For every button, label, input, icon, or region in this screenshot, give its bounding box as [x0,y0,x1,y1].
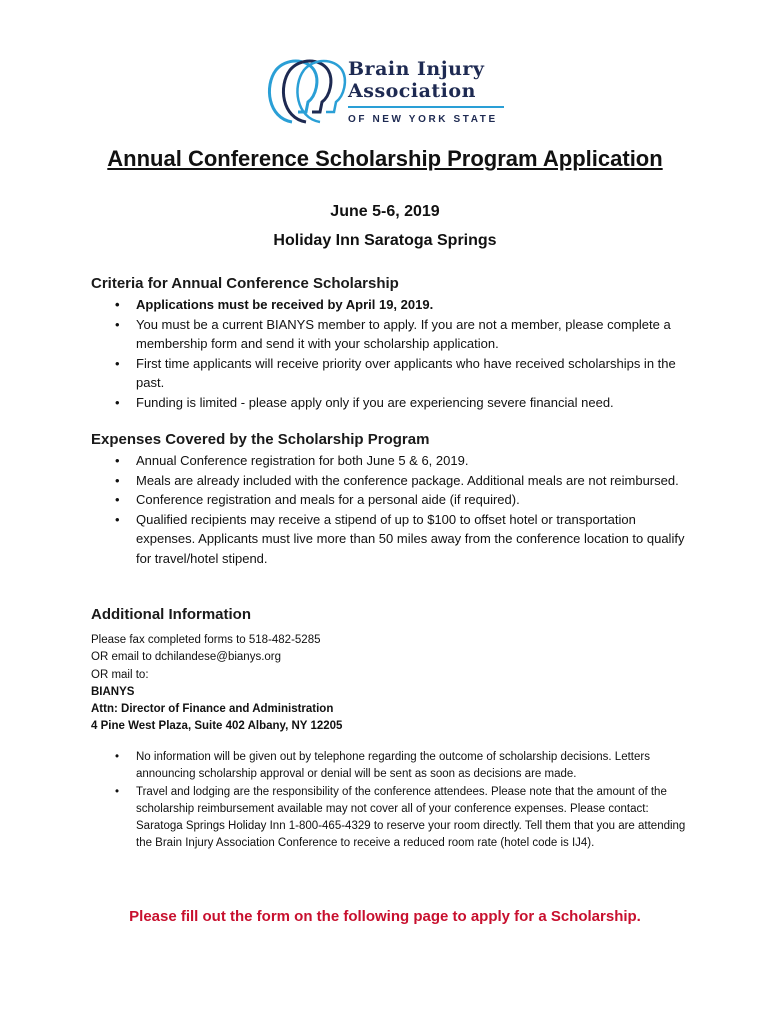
list-item [108,315,688,354]
mail-line: OR mail to: [91,668,149,681]
fax-line: Please fax completed forms to 518-482-5285 [91,634,321,646]
bullet-icon: • [115,355,120,371]
bullet-icon: • [115,394,120,410]
expenses-list [108,451,688,568]
org-name: BIANYS [91,685,135,698]
list-item [108,354,688,393]
bullet-icon: • [115,492,120,507]
logo-rule [348,106,504,108]
bianys-logo [262,56,512,132]
attn-line: Attn: Director of Finance and Administration [91,703,334,716]
list-item-text: You must be a current BIANYS member to apply. If you are not a member, please complete a membership form and send it with your scholarship application. [136,316,671,351]
list-item [108,451,688,471]
bullet-icon: • [115,472,120,488]
page-title [0,146,770,172]
criteria-heading: Criteria for Annual Conference Scholarship [91,275,399,292]
criteria-list [108,295,688,412]
logo-line-3: OF NEW YORK STATE [348,114,498,125]
address-line: 4 Pine West Plaza, Suite 402 Albany, NY 12205 [91,720,343,733]
list-item [108,510,688,569]
list-item [108,471,688,491]
list-item-text: Annual Conference registration for both June 5 & 6, 2019. [136,453,469,468]
event-date: June 5-6, 2019 [330,203,440,220]
list-item-text: Travel and lodging are the responsibility of the conference attendees. Please note that the amount of the scholarship reimbursement available may not cover all of your conference expenses. Please contact: Saratoga Springs Holiday Inn 1-800-465-4329 to reserve your room directly. Tell them that you are attending the Brain Injury Association Conference to receive a reduced room rate (hotel code is IJ4). [136,785,686,850]
list-item [108,295,688,315]
list-item-text: Conference registration and meals for a personal aide (if required). [136,492,520,507]
bullet-icon: • [115,751,120,763]
list-item [108,490,688,510]
logo-wordmark [348,58,504,125]
list-item [108,784,688,853]
logo-line-2: Association [348,80,476,102]
list-item [108,749,688,784]
logo-line-1: Brain Injury [348,58,485,80]
closing-instruction: Please fill out the form on the following page to apply for a Scholarship. [129,908,641,925]
email-line: OR email to dchilandese@bianys.org [91,651,282,664]
additional-notes-list [108,749,688,853]
page-title-text: Annual Conference Scholarship Program Application [107,146,663,171]
bullet-icon: • [115,297,120,312]
bullet-icon: • [115,785,120,798]
event-venue: Holiday Inn Saratoga Springs [273,232,497,249]
list-item-text: Funding is limited - please apply only if you are experiencing severe financial need. [136,394,614,410]
list-item-text: Applications must be received by April 19, 2019. [136,297,434,312]
additional-heading: Additional Information [91,606,251,623]
contact-block [91,632,342,736]
bullet-icon: • [115,511,120,527]
list-item-text: First time applicants will receive priority over applicants who have received scholarships in the past. [136,355,676,390]
bullet-icon: • [115,453,120,468]
list-item-text: No information will be given out by telephone regarding the outcome of scholarship decisions. Letters announcing scholarship approval or denial will be sent as soon as decisions are made. [136,751,650,781]
expenses-heading: Expenses Covered by the Scholarship Program [91,431,430,448]
list-item [108,393,688,413]
list-item-text: Meals are already included with the conference package. Additional meals are not reimbursed. [136,472,679,488]
list-item-text: Qualified recipients may receive a stipend of up to $100 to offset hotel or transportation expenses. Applicants must live more than 50 miles away from the conference location to qualify for travel/hotel stipend. [136,511,685,566]
bullet-icon: • [115,316,120,332]
head-profiles-icon [262,56,352,126]
